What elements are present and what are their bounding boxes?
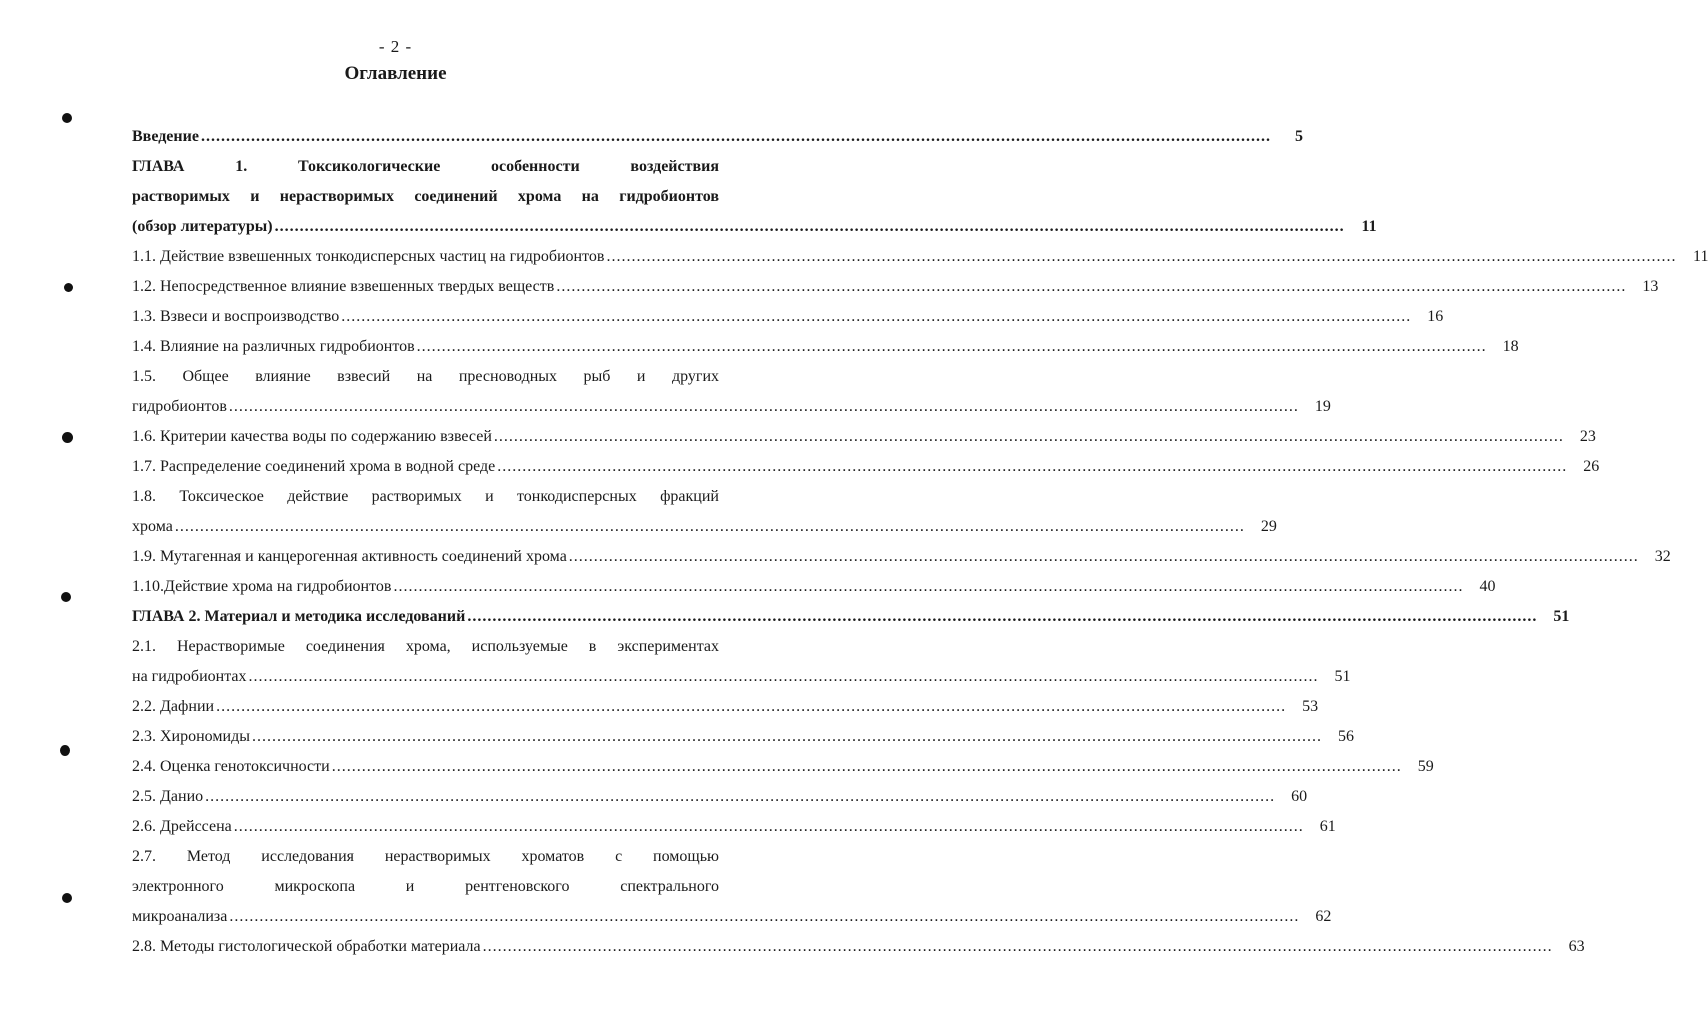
toc-entry bbox=[132, 242, 1708, 272]
toc-entry bbox=[132, 332, 1519, 362]
dot-leader bbox=[201, 122, 1271, 152]
toc-entry bbox=[132, 812, 1336, 842]
toc-entry-text: 1.3. Взвеси и воспроизводство bbox=[132, 308, 340, 325]
toc-entry bbox=[132, 272, 1659, 302]
toc-entry bbox=[132, 692, 1319, 722]
dot-leader bbox=[417, 332, 1487, 362]
toc-entry-row bbox=[132, 272, 1659, 302]
toc-entry-row bbox=[132, 752, 1434, 782]
toc-entry-text: микроанализа bbox=[132, 908, 228, 925]
toc-entry-row bbox=[132, 122, 1303, 152]
toc-entry-text-line: 2.1. Нерастворимые соединения хрома, используемые в экспериментах bbox=[132, 638, 719, 655]
toc-entry-text: хрома bbox=[132, 518, 173, 535]
toc-entry-text: 2.2. Дафнии bbox=[132, 698, 215, 715]
dot-leader bbox=[332, 752, 1402, 782]
toc-entry bbox=[132, 602, 1570, 632]
toc-page-number: 62 bbox=[1315, 908, 1332, 925]
toc-page-number: 56 bbox=[1337, 728, 1354, 745]
toc-page-number: 19 bbox=[1314, 398, 1331, 415]
dot-leader bbox=[494, 422, 1564, 452]
toc-entry bbox=[132, 302, 1444, 332]
dot-leader bbox=[205, 782, 1275, 812]
dot-leader bbox=[467, 602, 1537, 632]
toc-entry-text-line: ГЛАВА 1. Токсикологические особенности воздействия bbox=[132, 158, 719, 175]
toc-page-number: 11 bbox=[1361, 218, 1377, 235]
toc-entry-row bbox=[132, 812, 1336, 842]
toc-entry bbox=[132, 452, 1600, 482]
toc-entry-row bbox=[132, 932, 1585, 962]
toc-page-number: 59 bbox=[1417, 758, 1434, 775]
page-number: - 2 - bbox=[378, 37, 413, 56]
toc-page-number: 26 bbox=[1583, 458, 1600, 475]
toc-entry bbox=[132, 752, 1434, 782]
toc-entry-text: 2.8. Методы гистологической обработки материала bbox=[132, 938, 481, 955]
toc-entry-text: 1.2. Непосредственное влияние взвешенных твердых веществ bbox=[132, 278, 555, 295]
scan-blot bbox=[60, 745, 70, 756]
toc-entry-row bbox=[132, 662, 1351, 692]
toc-entry-text: 1.4. Влияние на различных гидробионтов bbox=[132, 338, 415, 355]
dot-leader bbox=[606, 242, 1676, 272]
toc-page-number: 51 bbox=[1334, 668, 1351, 685]
dot-leader bbox=[248, 662, 1318, 692]
toc-entry-text: 2.5. Данио bbox=[132, 788, 204, 805]
toc-page-number: 29 bbox=[1260, 518, 1277, 535]
toc-entry bbox=[132, 782, 1308, 812]
toc-entry-text: 1.6. Критерии качества воды по содержанию взвесей bbox=[132, 428, 492, 445]
dot-leader bbox=[393, 572, 1463, 602]
toc-entry-row bbox=[132, 542, 1671, 572]
toc-entry-row bbox=[132, 572, 1496, 602]
toc-entry-row bbox=[132, 602, 1570, 632]
toc-entry bbox=[132, 572, 1496, 602]
dot-leader bbox=[252, 722, 1322, 752]
toc-entry-row bbox=[132, 692, 1319, 722]
toc-entry-text: 1.9. Мутагенная и канцерогенная активность соединений хрома bbox=[132, 548, 567, 565]
toc-entry-text: 1.10.Действие хрома на гидробионтов bbox=[132, 578, 392, 595]
toc-entry-text: на гидробионтах bbox=[132, 668, 247, 685]
toc-entry bbox=[132, 632, 1351, 692]
dot-leader bbox=[234, 812, 1304, 842]
dot-leader bbox=[229, 902, 1299, 932]
toc-entry bbox=[132, 542, 1671, 572]
toc-page-number: 32 bbox=[1654, 548, 1671, 565]
dot-leader bbox=[175, 512, 1245, 542]
scan-blot bbox=[62, 893, 72, 903]
toc-entry-text: ГЛАВА 2. Материал и методика исследований bbox=[132, 608, 466, 625]
scan-blot bbox=[62, 432, 73, 443]
toc-entry-text-line: 1.8. Токсическое действие растворимых и тонкодисперсных фракций bbox=[132, 488, 719, 505]
toc-page-number: 5 bbox=[1294, 128, 1303, 145]
dot-leader bbox=[275, 212, 1345, 242]
toc-entry-row bbox=[132, 782, 1308, 812]
dot-leader bbox=[483, 932, 1553, 962]
toc-page-number: 63 bbox=[1568, 938, 1585, 955]
toc-entry-row bbox=[132, 242, 1708, 272]
toc-entry bbox=[132, 482, 1277, 542]
toc-entry bbox=[132, 362, 1331, 422]
dot-leader bbox=[556, 272, 1626, 302]
toc-entry-row bbox=[132, 722, 1354, 752]
toc-entry-text: гидробионтов bbox=[132, 398, 227, 415]
toc-entry-row bbox=[132, 452, 1600, 482]
toc-entry bbox=[132, 152, 1377, 242]
toc-page-number: 53 bbox=[1302, 698, 1319, 715]
scan-blot bbox=[61, 592, 71, 602]
toc-entry bbox=[132, 842, 1332, 932]
toc-entry-text-line: 1.5. Общее влияние взвесий на пресноводных рыб и других bbox=[132, 368, 719, 385]
toc-entry-row bbox=[132, 212, 1377, 242]
toc-entry-row bbox=[132, 332, 1519, 362]
dot-leader bbox=[341, 302, 1411, 332]
toc-page-number: 13 bbox=[1642, 278, 1659, 295]
toc-entry-text: 2.4. Оценка генотоксичности bbox=[132, 758, 330, 775]
toc-entry-text: Введение bbox=[132, 128, 199, 145]
toc-entry-text: 2.6. Дрейссена bbox=[132, 818, 232, 835]
dot-leader bbox=[216, 692, 1286, 722]
toc-entry-row bbox=[132, 302, 1444, 332]
toc-page-number: 51 bbox=[1553, 608, 1570, 625]
toc-page-number: 61 bbox=[1319, 818, 1336, 835]
toc-entry-row bbox=[132, 392, 1331, 422]
toc-page-number: 16 bbox=[1427, 308, 1444, 325]
toc-page-number: 40 bbox=[1479, 578, 1496, 595]
toc-entry-text: 2.3. Хирономиды bbox=[132, 728, 250, 745]
toc-entry bbox=[132, 422, 1596, 452]
toc-entry-row bbox=[132, 902, 1332, 932]
dot-leader bbox=[229, 392, 1299, 422]
toc-entry-text-line: электронного микроскопа и рентгеновского спектрального bbox=[132, 878, 719, 895]
toc-entry bbox=[132, 722, 1354, 752]
toc-page-number: 60 bbox=[1291, 788, 1308, 805]
scan-blot bbox=[62, 113, 72, 123]
toc-page-number: 11 bbox=[1693, 248, 1708, 265]
toc-entry bbox=[132, 122, 1303, 152]
scan-blot bbox=[64, 283, 73, 292]
toc-entry bbox=[132, 932, 1585, 962]
toc-entry-row bbox=[132, 512, 1277, 542]
toc-entry-text: 1.1. Действие взвешенных тонкодисперсных частиц на гидробионтов bbox=[132, 248, 605, 265]
toc-page-number: 18 bbox=[1502, 338, 1519, 355]
toc-entry-text: 1.7. Распределение соединений хрома в водной среде bbox=[132, 458, 496, 475]
toc-entry-text-line: 2.7. Метод исследования нерастворимых хроматов с помощью bbox=[132, 848, 719, 865]
table-of-contents bbox=[132, 122, 1708, 962]
toc-entry-row bbox=[132, 422, 1596, 452]
dot-leader bbox=[569, 542, 1639, 572]
dot-leader bbox=[497, 452, 1567, 482]
toc-page-number: 23 bbox=[1579, 428, 1596, 445]
page-title: Оглавление bbox=[344, 63, 447, 84]
toc-entry-text: (обзор литературы) bbox=[132, 218, 273, 235]
toc-entry-text-line: растворимых и нерастворимых соединений хрома на гидробионтов bbox=[132, 188, 719, 205]
